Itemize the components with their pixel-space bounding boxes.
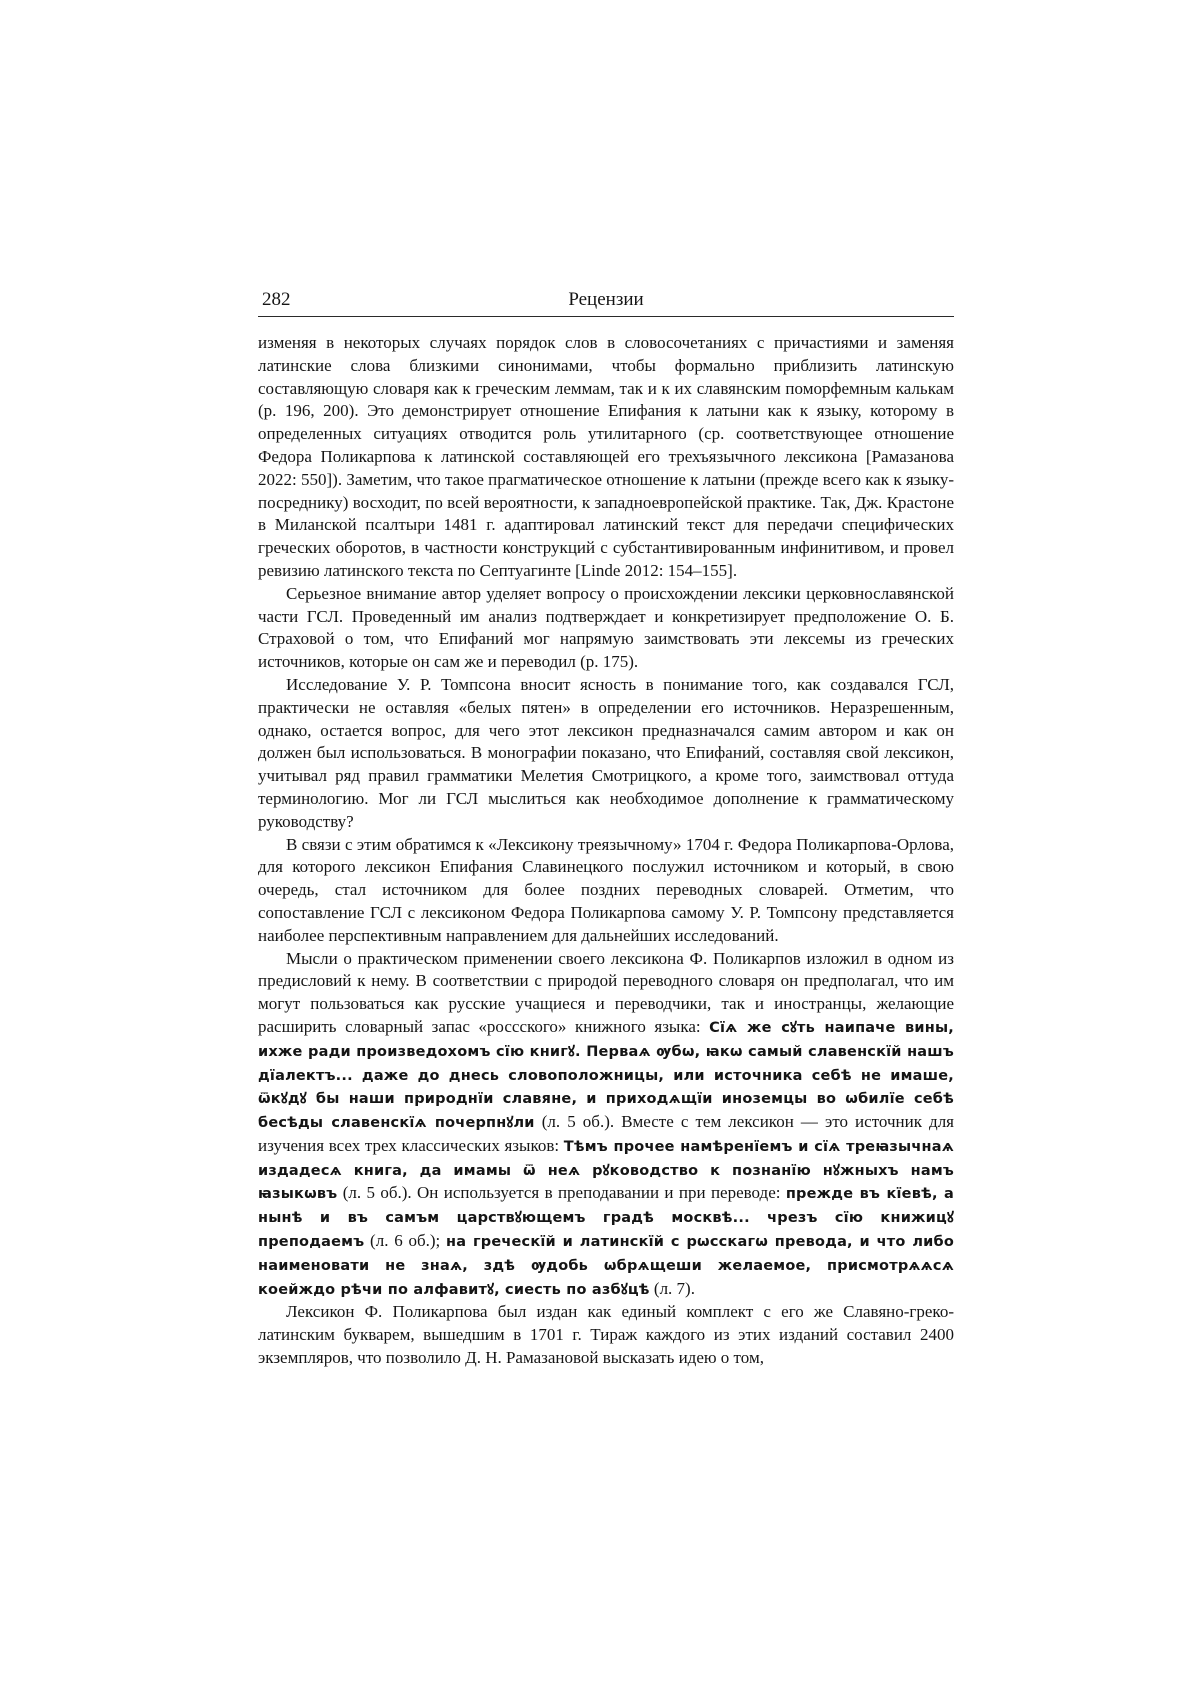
- paragraph-segment: (л. 7).: [649, 1278, 695, 1298]
- paragraph: Исследование У. Р. Томпсона вносит ясность в понимание того, как создавался ГСЛ, практически не оставляя «белых пятен» в определении его источников. Неразрешенным, однако, остается вопрос, для чего этот лексикон предназначался самим автором и как он должен был использоваться. В монографии показано, что Епифаний, составляя свой лексикон, учитывал ряд правил грамматики Мелетия Смотрицкого, а кроме того, заимствовал оттуда терминологию. Мог ли ГСЛ мыслиться как необходимое дополнение к грамматическому руководству?: [258, 674, 954, 831]
- paragraph-segment: Мысли о практическом применении своего лексикона Ф. Поликарпов изложил в одном из предисловий к нему. В соответствии с природой переводного словаря он предполагал, что им могут пользоваться как русские учащиеся и переводчики, так и иностранцы, желающие расширить словарный запас «россского» книжного языка:: [258, 948, 954, 1036]
- church-slavonic-quote: прежде въ кїевѣ, а нынѣ и въ самъм царствꙋющемъ градѣ москвѣ... чрезъ сїю книжицꙋ преподаемъ: [258, 1186, 954, 1251]
- paragraph-segment: (л. 5 об.). Вместе с тем лексикон — это источник для изучения всех трех классических языков:: [258, 1112, 954, 1155]
- page-number: 282: [262, 289, 291, 310]
- church-slavonic-quote: Сїѧ же сꙋть наипаче вины, ихже ради произведохомъ сїю книгꙋ. Перваѧ ѹбѡ, ꙗкѡ самый славенскїй нашъ дїалектъ... даже до днесь словоположницы, или источника себѣ не имаше, ѿкꙋдꙋ бы наши природнїи славяне, и приходѧщїи иноземцы во ѡбилїе себѣ бесѣды славенскїѧ почерпнꙋли: [258, 1019, 955, 1132]
- running-header: [258, 286, 954, 317]
- paragraph: В связи с этим обратимся к «Лексикону треязычному» 1704 г. Федора Поликарпова-Орлова, для которого лексикон Епифания Славинецкого послужил источником и который, в свою очередь, стал источником для более поздних переводных словарей. Отметим, что сопоставление ГСЛ с лексиконом Федора Поликарпова самому У. Р. Томпсону представляется наиболее перспективным направлением для дальнейших исследований.: [258, 834, 954, 945]
- running-title: Рецензии: [568, 289, 644, 310]
- paragraph: Серьезное внимание автор уделяет вопросу о происхождении лексики церковнославянской части ГСЛ. Проведенный им анализ подтверждает и конкретизирует предположение О. Б. Страховой о том, что Епифаний мог напрямую заимствовать эти лексемы из греческих источников, которые он сам же и переводил (p. 175).: [258, 583, 954, 672]
- paragraph-with-quotations: [258, 948, 954, 1302]
- paragraph-segment: (л. 5 об.). Он используется в преподавании и при переводе:: [337, 1183, 786, 1203]
- church-slavonic-quote: Тѣмъ прочее намѣренїемъ и сїѧ треꙗзычнаѧ издадесѧ книга, да имамы ѿ неѧ рꙋководство к познанїю нꙋжныхъ намъ ꙗзыкѡвъ: [258, 1138, 954, 1203]
- paragraph: Лексикон Ф. Поликарпова был издан как единый комплект с его же Славяно-греко-латинским букварем, вышедшим в 1701 г. Тираж каждого из этих изданий составил 2400 экземпляров, что позволило Д. Н. Рамазановой высказать идею о том,: [258, 1302, 954, 1368]
- paragraph: изменяя в некоторых случаях порядок слов в словосочетаниях с причастиями и заменяя латинские слова близкими синонимами, чтобы формально приблизить латинскую составляющую словаря как к греческим леммам, так и к их славянским поморфемным калькам (p. 196, 200). Это демонстрирует отношение Епифания к латыни как к языку, которому в определенных ситуациях отводится роль утилитарного (ср. соответствующее отношение Федора Поликарпова к латинской составляющей его трехъязычного лексикона [Рамазанова 2022: 550]). Заметим, что такое прагматическое отношение к латыни (прежде всего как к языку-посреднику) восходит, по всей вероятности, к западноевропейской практике. Так, Дж. Крастоне в Миланской псалтыри 1481 г. адаптировал латинский текст для передачи специфических греческих оборотов, в частности конструкций с субстантивированным инфинитивом, и провел ревизию латинского текста по Септуагинте [Linde 2012: 154–155].: [258, 333, 954, 580]
- page: [258, 286, 954, 1370]
- church-slavonic-quote: на греческїй и латинскїй с рѡсскагѡ превода, и что либо наименовати не знаѧ, здѣ ѹдобь ѡбрѧщеши желаемое, присмотрѧѧсѧ коейждо рѣчи по алфавитꙋ, сиесть по азбꙋцѣ: [258, 1234, 954, 1298]
- paragraph-segment: (л. 6 об.);: [364, 1231, 447, 1251]
- body-text: [258, 332, 954, 1370]
